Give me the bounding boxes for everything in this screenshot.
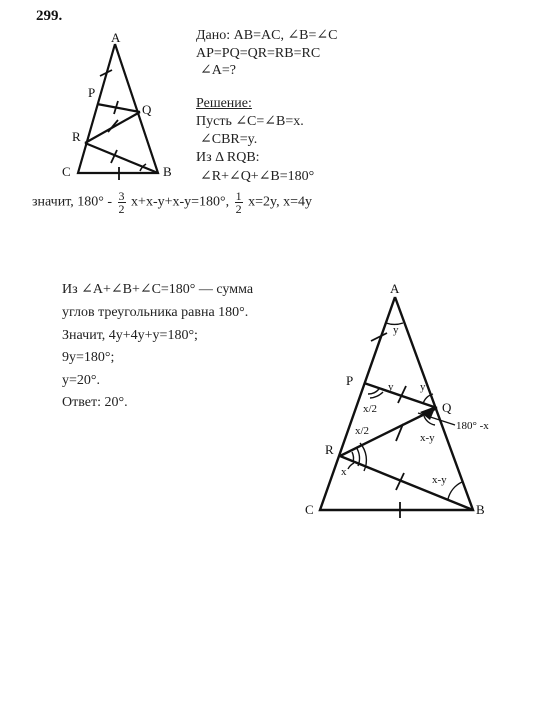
angle-label-x-r: x <box>341 466 347 478</box>
angle-label-x-minus-y-q: x-y <box>420 432 435 444</box>
solution-line-3: Из Δ RQB: <box>196 150 260 165</box>
small-label-q: Q <box>142 102 152 117</box>
large-seg-rb <box>340 456 473 510</box>
angle-label-ext-q: 180° -x <box>456 420 489 432</box>
angle-label-y-p: y <box>388 381 394 393</box>
given-line-1: Дано: AB=AC, ∠B=∠C <box>196 28 338 43</box>
small-label-r: R <box>72 129 81 144</box>
second-line-6: Ответ: 20°. <box>62 395 128 410</box>
second-line-2: углов треугольника равна 180°. <box>62 305 249 320</box>
solution-line-1: Пусть ∠C=∠B=x. <box>196 114 304 129</box>
large-label-q: Q <box>442 400 452 415</box>
large-label-r: R <box>325 442 334 457</box>
second-line-3: Значит, 4y+4y+y=180°; <box>62 328 198 343</box>
solution-line-4: ∠R+∠Q+∠B=180° <box>200 169 315 184</box>
angle-label-x-half-r: x/2 <box>355 425 370 437</box>
equation-prefix: значит, 180° - <box>32 194 113 210</box>
equation-suffix: x=2y, x=4y <box>248 194 313 210</box>
large-label-c: C <box>305 502 314 517</box>
second-line-4: 9y=180°; <box>62 350 115 365</box>
equation-middle: x+x-y+x-y=180°, <box>131 194 230 210</box>
given-line-3: ∠A=? <box>200 63 236 78</box>
angle-label-x-half-p: x/2 <box>363 403 378 415</box>
second-line-1: Из ∠A+∠B+∠C=180° — сумма <box>62 282 254 297</box>
small-label-c: C <box>62 164 71 179</box>
problem-number: 299. <box>36 8 63 24</box>
given-line-2: AP=PQ=QR=RB=RC <box>196 46 321 61</box>
fraction-2-numerator: 1 <box>235 189 242 203</box>
large-label-b: B <box>476 502 485 517</box>
fraction-2-denominator: 2 <box>235 202 242 216</box>
angle-label-x-minus-y-b: x-y <box>432 474 447 486</box>
large-label-p: P <box>346 373 354 388</box>
fraction-1-denominator: 2 <box>118 202 125 216</box>
angle-label-y-top: y <box>393 324 399 336</box>
small-label-a: A <box>111 30 121 45</box>
small-label-p: P <box>88 85 96 100</box>
second-line-5: y=20°. <box>62 373 100 388</box>
angle-label-y-q: y <box>420 381 426 393</box>
small-label-b: B <box>163 164 172 179</box>
solution-line-2: ∠CBR=y. <box>200 132 258 147</box>
solution-heading: Решение: <box>196 96 252 111</box>
fraction-1-numerator: 3 <box>118 189 125 203</box>
large-label-a: A <box>390 281 400 296</box>
